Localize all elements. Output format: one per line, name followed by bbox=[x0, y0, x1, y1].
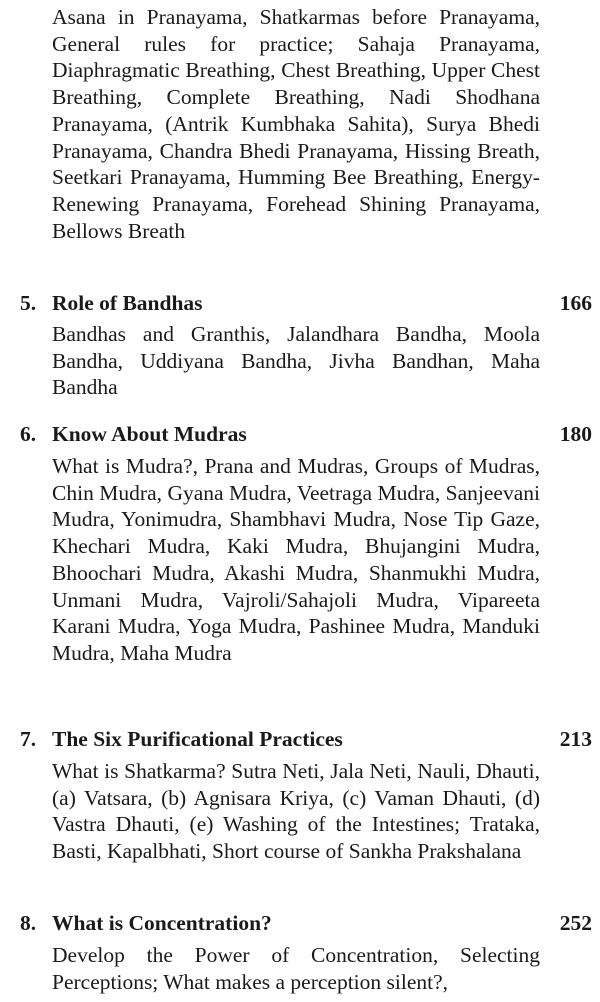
toc-entry-6-heading bbox=[20, 420, 592, 448]
chapter-page-number: 180 bbox=[559, 422, 592, 446]
toc-entry-8-description: Develop the Power of Concentration, Selecting Perceptions; What makes a perception silent?, bbox=[52, 943, 540, 994]
chapter-number: 7. bbox=[20, 727, 37, 751]
toc-entry-8-heading bbox=[20, 909, 592, 937]
chapter-number: 8. bbox=[20, 911, 37, 935]
chapter-number: 5. bbox=[20, 291, 37, 315]
toc-entry-7-heading bbox=[20, 725, 592, 753]
chapter-title: What is Concentration? bbox=[52, 911, 272, 935]
chapter-title: Know About Mudras bbox=[52, 422, 247, 446]
chapter-page-number: 213 bbox=[559, 727, 592, 751]
chapter-title: Role of Bandhas bbox=[52, 291, 203, 315]
chapter-page-number: 252 bbox=[559, 911, 592, 935]
continuation-description: Asana in Pranayama, Shatkarmas before Pranayama, General rules for practice; Sahaja Pranayama, Diaphragmatic Breathing, Chest Breathing, Upper Chest Breathing, Complete Breathing, Nadi Shodhana Pranayama, (Antrik Kumbhaka Sahita), Surya Bhedi Pranayama, Chandra Bhedi Pranayama, Hissing Breath, Seetkari Pranayama, Humming Bee Breathing, Energy-Renewing Pranayama, Forehead Shining Pranayama, Bellows Breath bbox=[52, 5, 540, 243]
chapter-title: The Six Purificational Practices bbox=[52, 727, 343, 751]
chapter-number: 6. bbox=[20, 422, 37, 446]
toc-entry-7-description: What is Shatkarma? Sutra Neti, Jala Neti, Nauli, Dhauti, (a) Vatsara, (b) Agnisara Kriya, (c) Vaman Dhauti, (d) Vastra Dhauti, (e) Washing of the Intestines; Trataka, Basti, Kapalbhati, Short course of Sankha Prakshalana bbox=[52, 759, 540, 864]
toc-entry-5-heading bbox=[20, 289, 592, 317]
chapter-page-number: 166 bbox=[559, 291, 592, 315]
toc-entry-5-description: Bandhas and Granthis, Jalandhara Bandha, Moola Bandha, Uddiyana Bandha, Jivha Bandhan, Maha Bandha bbox=[52, 322, 540, 400]
toc-entry-6-description: What is Mudra?, Prana and Mudras, Groups of Mudras, Chin Mudra, Gyana Mudra, Veetraga Mudra, Sanjeevani Mudra, Yonimudra, Shambhavi Mudra, Nose Tip Gaze, Khechari Mudra, Kaki Mudra, Bhujangini Mudra, Bhoochari Mudra, Akashi Mudra, Shanmukhi Mudra, Unmani Mudra, Vajroli/Sahajoli Mudra, Vipareeta Karani Mudra, Yoga Mudra, Pashinee Mudra, Manduki Mudra, Maha Mudra bbox=[52, 454, 540, 665]
